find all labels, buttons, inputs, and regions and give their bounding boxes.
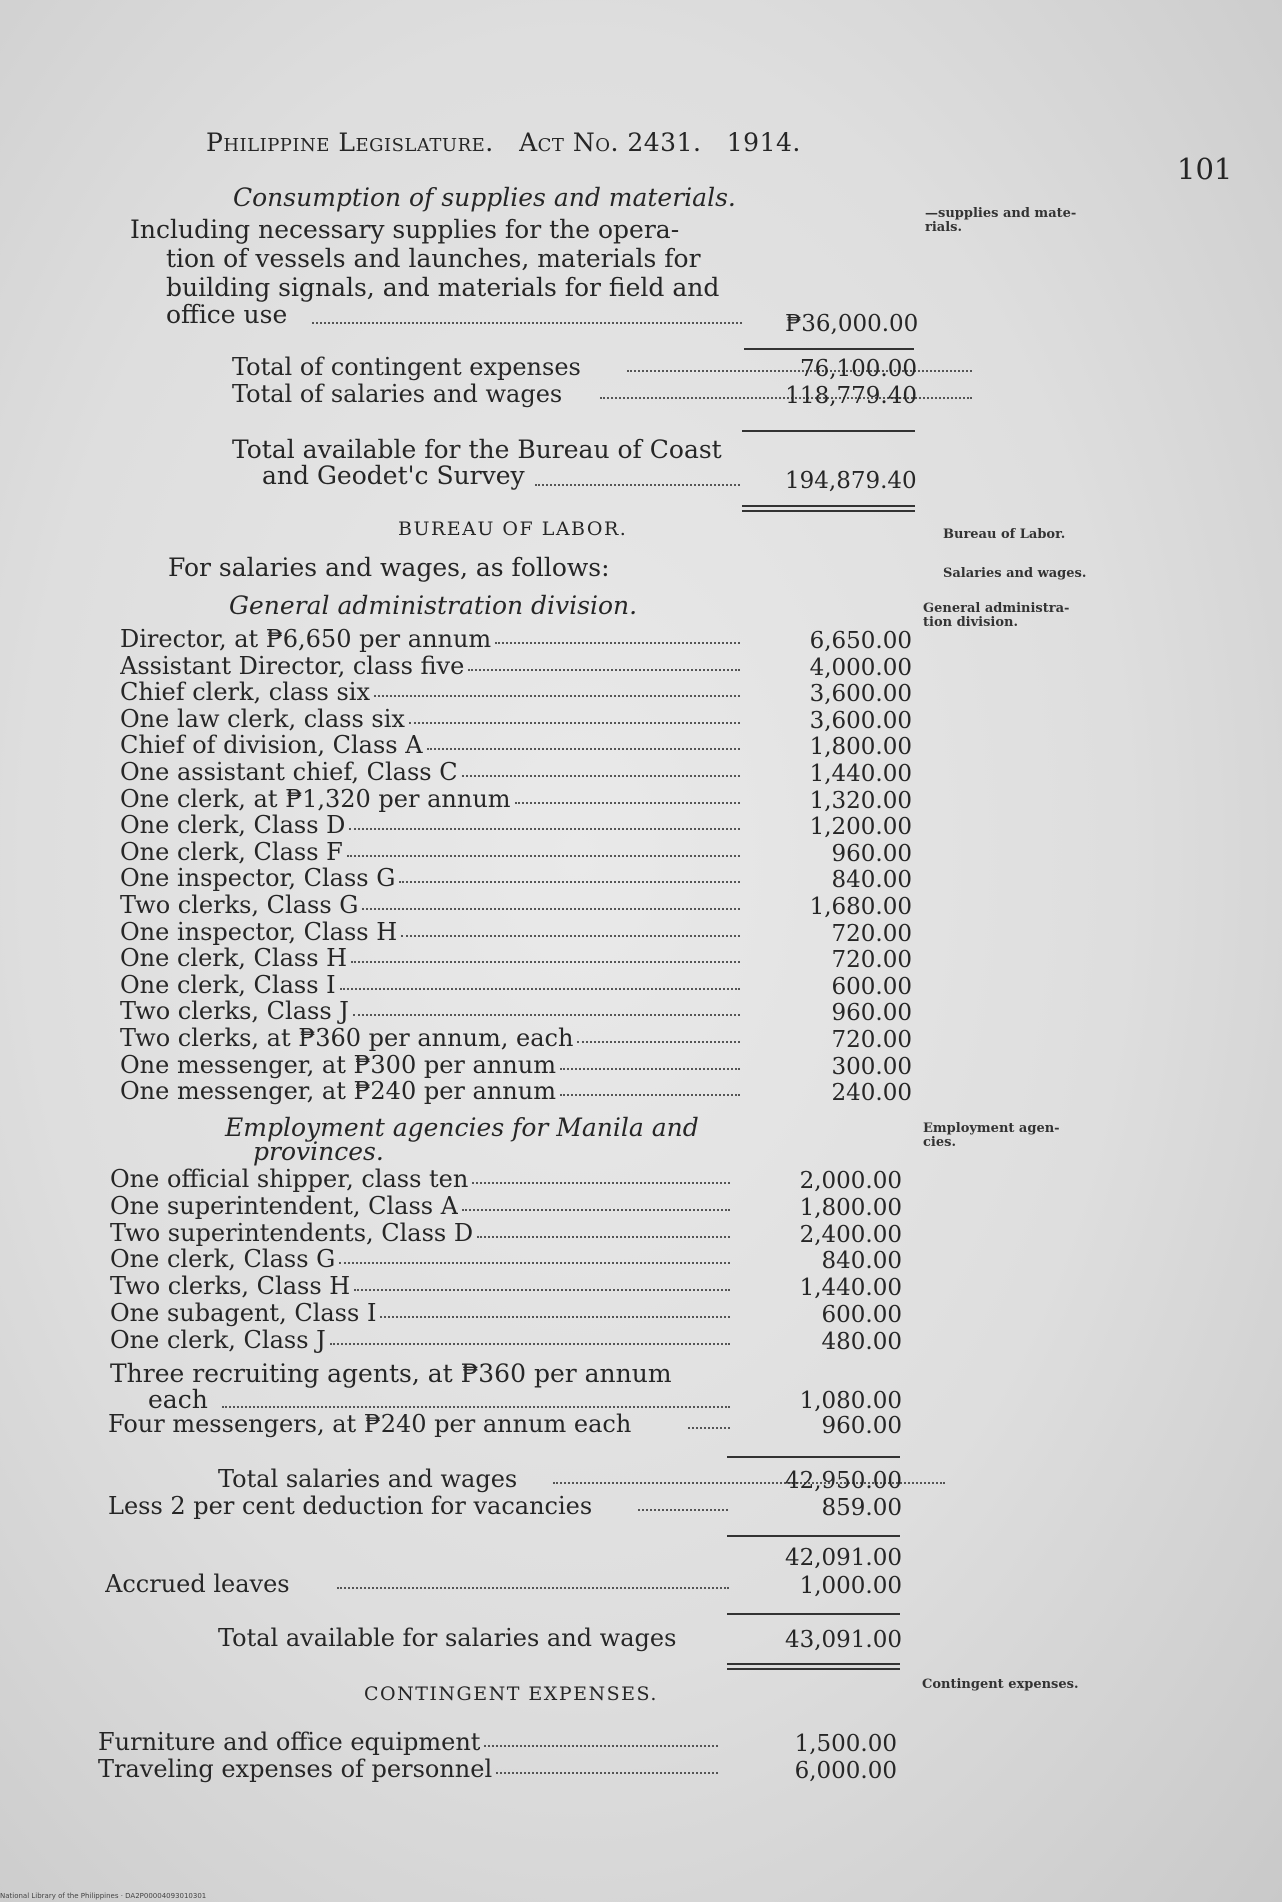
row-label: Two clerks, Class G: [120, 891, 359, 919]
leader-dots: [312, 322, 742, 324]
supplies-line-4: office use: [166, 300, 288, 329]
messengers-row: [108, 1410, 908, 1437]
deduction-value: 859.00: [821, 1495, 902, 1521]
table-row: [110, 1192, 905, 1219]
leader-dots: [337, 1587, 729, 1589]
margin-supplies: —supplies and mate- rials.: [925, 206, 1077, 235]
leader-dots: [535, 484, 740, 486]
row-label: One clerk, Class G: [110, 1245, 336, 1274]
margin-bureau-labor: Bureau of Labor.: [943, 527, 1066, 542]
row-label: Two superintendents, Class D: [110, 1218, 474, 1247]
leader-dots: [409, 722, 740, 724]
row-label: Director, at ₱6,650 per annum: [120, 625, 492, 653]
total-sw-label: Total salaries and wages: [218, 1465, 518, 1493]
table-row: [110, 1299, 905, 1326]
leader-dots: [353, 1014, 740, 1016]
leader-dots: [340, 988, 740, 990]
gen-admin-heading: General administration division.: [229, 591, 638, 620]
row-label: One subagent, Class I: [110, 1299, 377, 1327]
leader-dots: [349, 828, 740, 830]
supplies-line-1: Including necessary supplies for the opera-: [130, 215, 680, 244]
total-bureau-line-2: and Geodet'c Survey: [262, 461, 525, 490]
row-label: Furniture and office equipment: [98, 1728, 481, 1756]
table-row: [120, 1051, 915, 1078]
table-row: [120, 652, 915, 679]
row-label: One superintendent, Class A: [110, 1191, 459, 1220]
leader-dots: [374, 695, 740, 697]
row-value: 6,650.00: [809, 628, 912, 654]
supplies-line-2: tion of vessels and launches, materials for: [166, 244, 701, 273]
margin-contingent: Contingent expenses.: [922, 1677, 1079, 1692]
row-value: 240.00: [831, 1080, 912, 1107]
leader-dots: [688, 1427, 730, 1429]
row-label: Chief clerk, class six: [120, 678, 371, 707]
total-contingent-row: [232, 353, 917, 380]
leader-dots: [399, 881, 740, 883]
leader-dots: [462, 775, 740, 777]
page-number: 101: [1177, 152, 1233, 186]
employment-heading-line-2: provinces.: [253, 1137, 384, 1166]
recruiting-value: 1,080.00: [799, 1388, 902, 1414]
table-row: [120, 971, 915, 998]
leader-dots: [560, 1068, 740, 1070]
row-value: 300.00: [831, 1053, 912, 1080]
row-value: 960.00: [831, 1000, 912, 1027]
messengers-value: 960.00: [821, 1413, 902, 1439]
header-year: 1914.: [726, 128, 801, 157]
accrued-value: 1,000.00: [799, 1573, 902, 1599]
table-row: [120, 1077, 915, 1107]
accrued-row: [105, 1570, 905, 1597]
table-row: [98, 1755, 900, 1782]
table-row: [110, 1165, 905, 1192]
row-label: Two clerks, Class H: [110, 1272, 351, 1301]
table-row: [120, 731, 915, 761]
leader-dots: [354, 1289, 730, 1291]
leader-dots: [427, 748, 740, 750]
employment-heading-line-1: Employment agencies for Manila and: [225, 1113, 699, 1142]
total-salaries-row: [232, 380, 917, 407]
total-available-row: [218, 1624, 908, 1651]
recruiting-line-2: each: [148, 1385, 208, 1414]
leader-dots: [472, 1182, 730, 1184]
row-label: Assistant Director, class five: [120, 651, 465, 680]
total-available-value: 43,091.00: [784, 1627, 902, 1653]
leader-dots: [484, 1745, 718, 1747]
row-label: One inspector, Class G: [120, 864, 396, 893]
rule: [742, 430, 915, 432]
rule: [727, 1456, 900, 1458]
rule: [744, 348, 914, 350]
messengers-label: Four messengers, at ₱240 per annum each: [108, 1410, 632, 1438]
row-label: One law clerk, class six: [120, 704, 405, 733]
row-value: 720.00: [831, 920, 912, 947]
leader-dots: [468, 669, 740, 671]
table-row: [120, 785, 915, 812]
row-label: One messenger, at ₱300 per annum: [120, 1050, 556, 1079]
row-value: 3,600.00: [809, 707, 912, 734]
row-value: 1,320.00: [809, 787, 912, 814]
rule: [727, 1613, 900, 1615]
double-rule-top: [727, 1663, 900, 1665]
total-salaries-label: Total of salaries and wages: [232, 380, 563, 408]
leader-dots: [347, 855, 740, 857]
leader-dots: [496, 1772, 718, 1774]
margin-employment: Employment agen- cies.: [923, 1121, 1060, 1150]
table-row: [120, 918, 915, 945]
row-value: 720.00: [831, 947, 912, 974]
row-label: One clerk, at ₱1,320 per annum: [120, 784, 511, 813]
row-value: 480.00: [821, 1328, 902, 1355]
accrued-label: Accrued leaves: [105, 1570, 290, 1598]
table-row: [120, 838, 915, 865]
table-row: [120, 625, 915, 652]
double-rule-top: [742, 505, 915, 507]
contingent-heading: CONTINGENT EXPENSES.: [364, 1683, 658, 1705]
recruiting-line-1: Three recruiting agents, at ₱360 per annum: [110, 1359, 672, 1388]
total-available-label: Total available for salaries and wages: [218, 1624, 677, 1652]
leader-dots: [577, 1041, 740, 1043]
row-value: 720.00: [831, 1027, 912, 1053]
running-header: [206, 128, 801, 157]
row-value: 840.00: [821, 1248, 902, 1275]
total-sw-value: 42,950.00: [784, 1468, 902, 1494]
leader-dots: [462, 1209, 730, 1211]
row-label: One clerk, Class J: [110, 1325, 326, 1354]
leader-dots: [339, 1262, 730, 1264]
double-rule-bottom: [727, 1668, 900, 1670]
row-value: 1,680.00: [809, 894, 912, 920]
table-row: [120, 944, 915, 974]
row-value: 1,800.00: [809, 734, 912, 761]
row-label: One assistant chief, Class C: [120, 758, 458, 786]
rule: [727, 1535, 900, 1537]
supplies-line-3: building signals, and materials for field and: [166, 273, 720, 302]
leader-dots: [477, 1236, 730, 1238]
row-value: 600.00: [831, 973, 912, 1000]
row-label: One official shipper, class ten: [110, 1165, 469, 1193]
bureau-heading: BUREAU OF LABOR.: [398, 518, 628, 540]
row-label: One clerk, Class F: [120, 837, 343, 866]
row-label: Two clerks, at ₱360 per annum, each: [120, 1024, 574, 1052]
table-row: [120, 705, 915, 732]
row-value: 840.00: [831, 867, 912, 894]
leader-dots: [351, 961, 740, 963]
total-bureau-line-1: Total available for the Bureau of Coast: [232, 435, 722, 464]
row-label: Chief of division, Class A: [120, 731, 423, 760]
row-label: One messenger, at ₱240 per annum: [120, 1077, 556, 1106]
table-row: [120, 1024, 915, 1051]
table-row: [110, 1326, 905, 1353]
row-label: Two clerks, Class J: [120, 997, 349, 1026]
table-row: [110, 1245, 905, 1275]
row-value: 2,000.00: [799, 1168, 902, 1194]
subtotal-value: 42,091.00: [784, 1545, 902, 1571]
leader-dots: [362, 908, 740, 910]
row-value: 3,600.00: [809, 681, 912, 708]
table-row: [120, 864, 915, 894]
row-label: Traveling expenses of personnel: [98, 1754, 493, 1783]
row-value: 6,000.00: [794, 1757, 897, 1784]
leader-dots: [560, 1094, 740, 1096]
table-row: [120, 997, 915, 1027]
row-label: One clerk, Class I: [120, 970, 336, 999]
total-bureau-value: 194,879.40: [785, 468, 917, 494]
header-act: Act No. 2431.: [519, 128, 702, 157]
deduction-label: Less 2 per cent deduction for vacancies: [108, 1492, 593, 1520]
row-label: One clerk, Class D: [120, 811, 346, 840]
leader-dots: [401, 935, 740, 937]
table-row: [120, 758, 915, 785]
row-value: 1,200.00: [809, 814, 912, 841]
table-row: [120, 891, 915, 918]
row-value: 600.00: [821, 1302, 902, 1328]
total-sw-row: [218, 1465, 908, 1492]
leader-dots: [222, 1406, 730, 1408]
row-value: 1,800.00: [799, 1194, 902, 1221]
margin-gen-admin: General administra- tion division.: [923, 601, 1070, 630]
supplies-heading: Consumption of supplies and materials.: [233, 183, 736, 212]
leader-dots: [380, 1316, 730, 1318]
row-value: 1,500.00: [794, 1731, 897, 1757]
table-row: [120, 811, 915, 841]
row-value: 960.00: [831, 840, 912, 867]
row-label: One clerk, Class H: [120, 944, 348, 973]
total-contingent-value: 76,100.00: [799, 356, 917, 382]
table-row: [98, 1728, 900, 1755]
leader-dots: [638, 1509, 728, 1511]
leader-dots: [515, 802, 740, 804]
row-value: 2,400.00: [799, 1221, 902, 1248]
double-rule-bottom: [742, 510, 915, 512]
row-label: One inspector, Class H: [120, 917, 398, 946]
supplies-amount: ₱36,000.00: [785, 311, 919, 337]
header-title: Philippine Legislature.: [206, 128, 494, 157]
deduction-row: [108, 1492, 908, 1519]
table-row: [110, 1219, 905, 1246]
table-row: [120, 678, 915, 708]
row-value: 1,440.00: [799, 1275, 902, 1302]
leader-dots: [330, 1343, 730, 1345]
total-contingent-label: Total of contingent expenses: [232, 353, 581, 381]
for-salaries-line: For salaries and wages, as follows:: [168, 553, 610, 582]
margin-salaries: Salaries and wages.: [943, 566, 1087, 581]
total-salaries-value: 118,779.40: [785, 383, 917, 409]
row-value: 4,000.00: [809, 654, 912, 681]
footer-credit: National Library of the Philippines · DA2P00004093010301: [0, 1892, 207, 1900]
row-value: 1,440.00: [809, 761, 912, 787]
leader-dots: [495, 642, 740, 644]
table-row: [110, 1272, 905, 1302]
